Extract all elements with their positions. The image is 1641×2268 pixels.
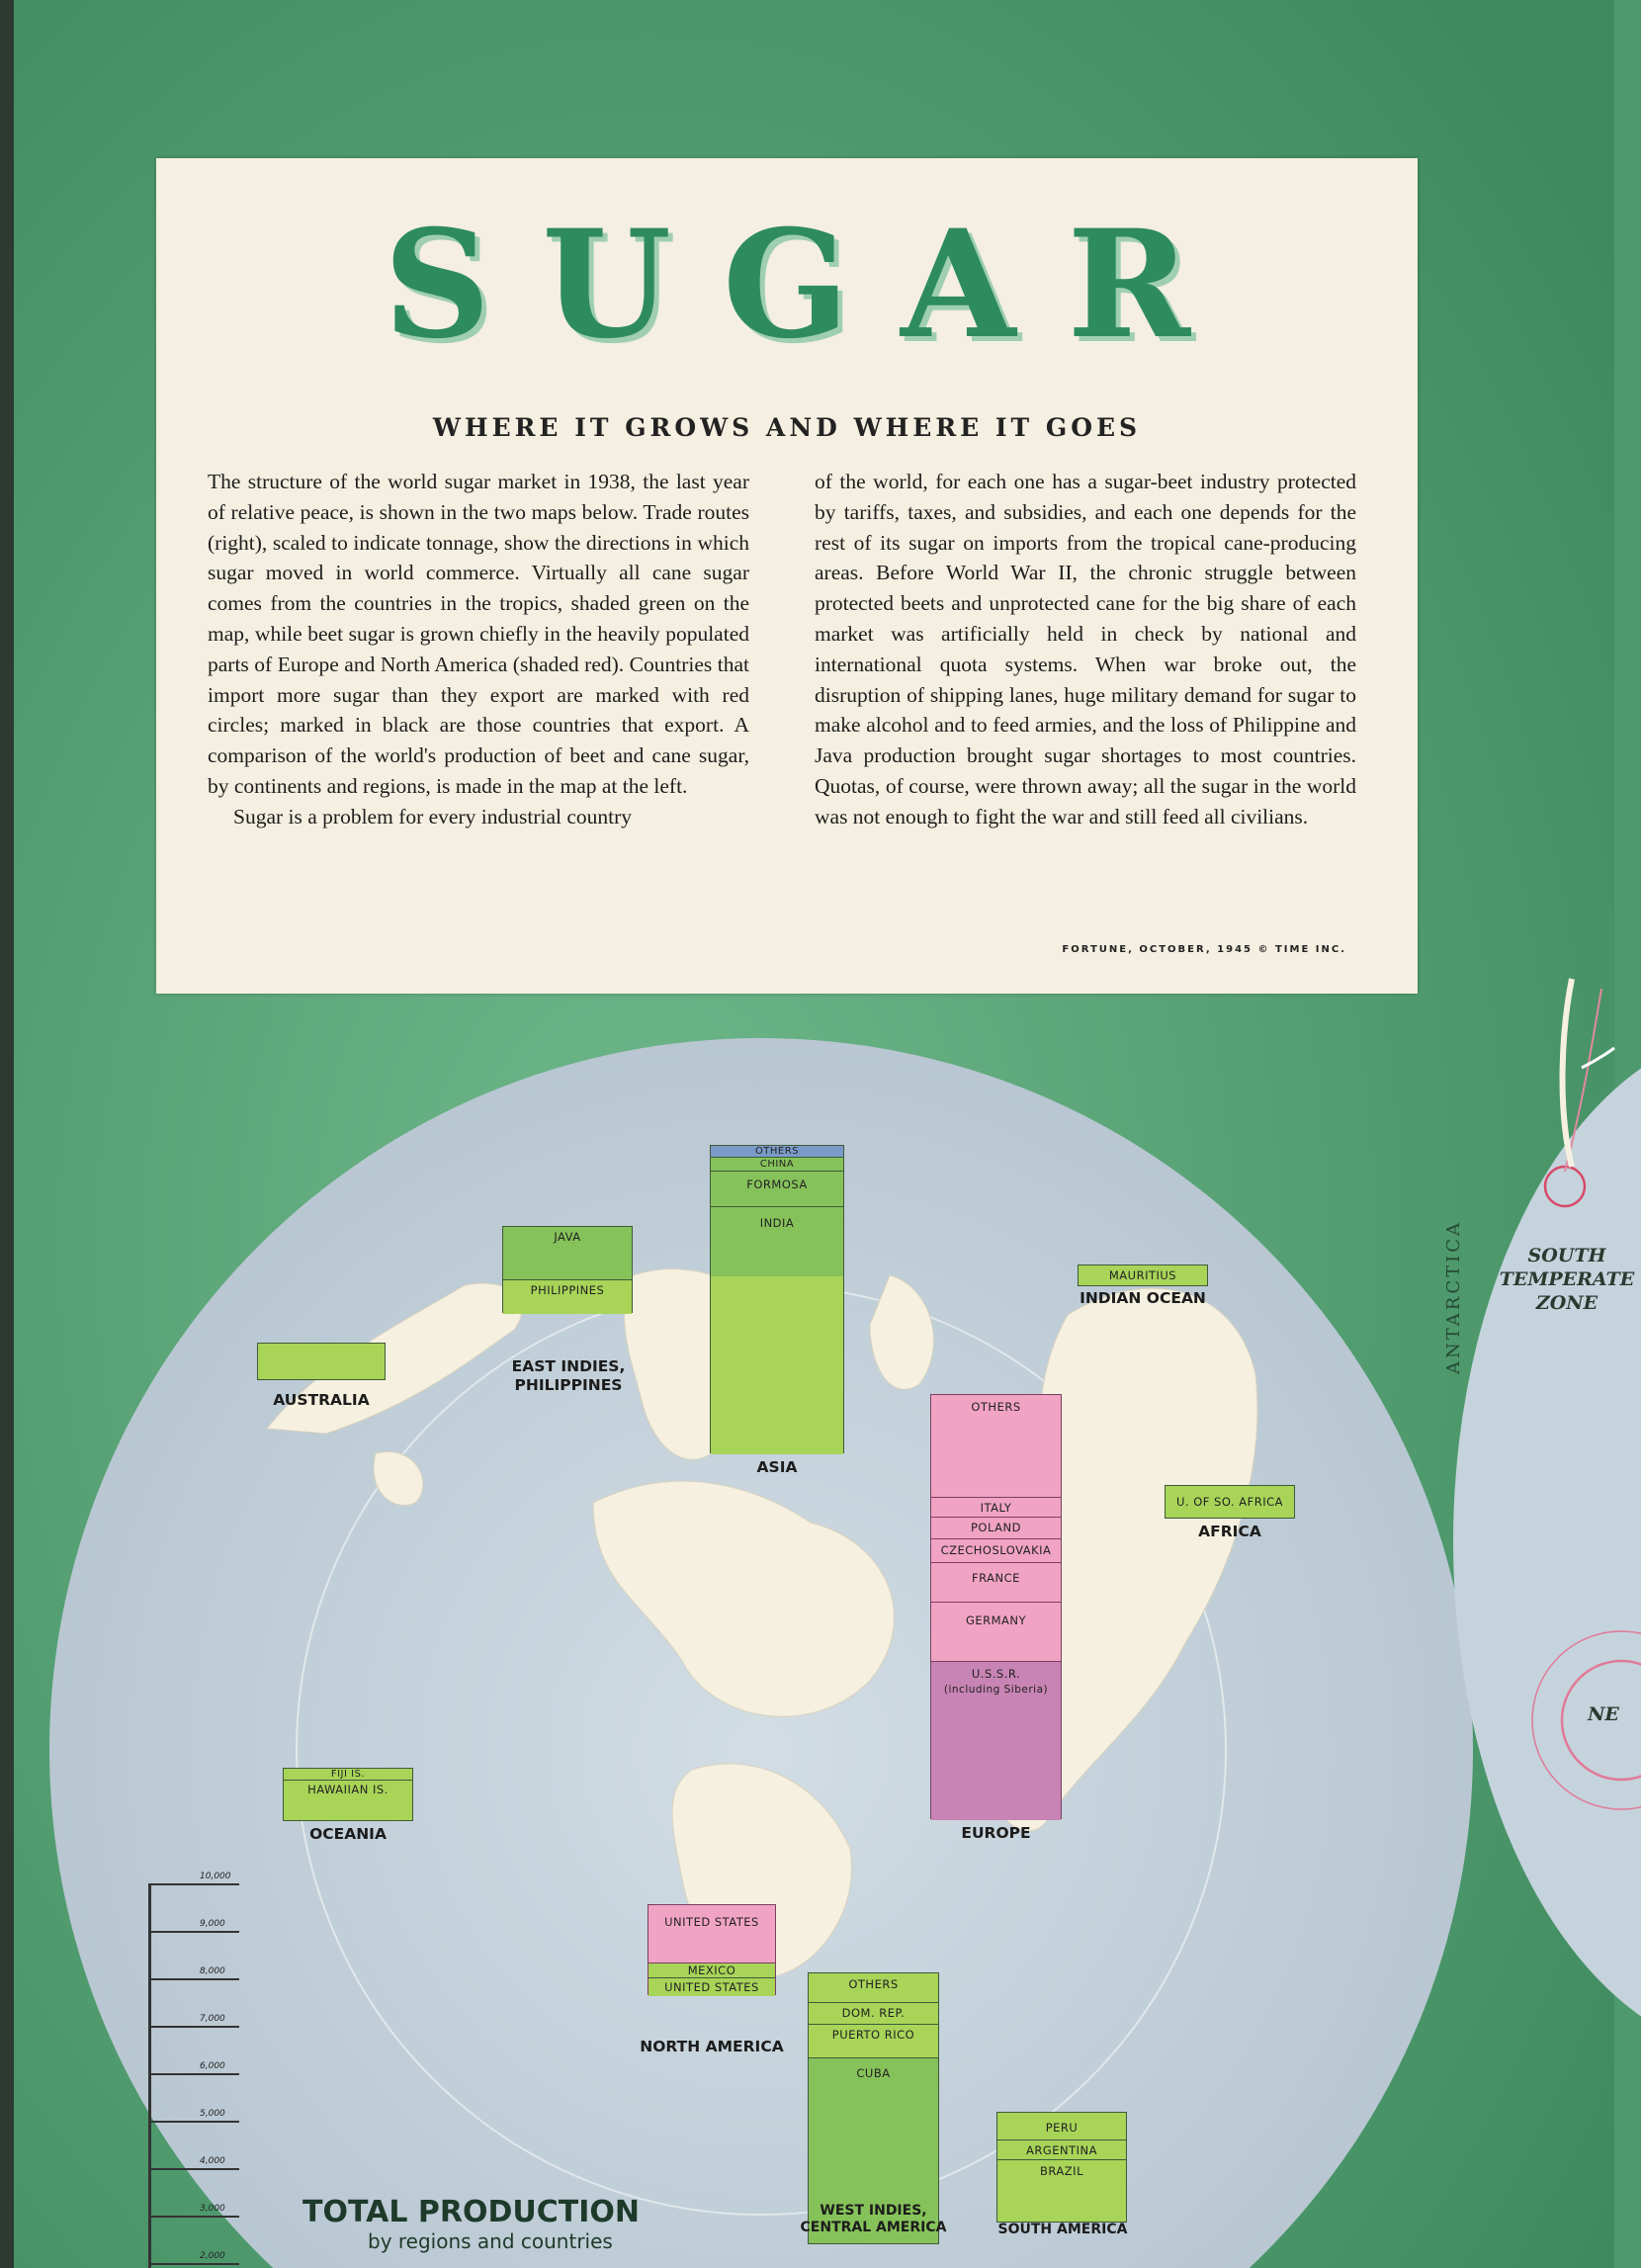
europe-czechoslovakia: CZECHOSLOVAKIA [931,1539,1061,1563]
antarctica-label: ANTARCTICA [1443,1220,1464,1374]
oceania-hawaii: HAWAIIAN IS. [307,1783,389,1796]
scale-tick-label: 5,000 [200,2109,225,2119]
asia-formosa: FORMOSA [711,1172,843,1207]
scale-tick-label: 4,000 [200,2156,225,2166]
scale-tick [148,2216,239,2218]
mauritius-segment: MAURITIUS [1108,1268,1177,1282]
total-production-subtitle: by regions and countries [368,2229,613,2253]
europe-ussr: U.S.S.R. (including Siberia) [931,1662,1061,1820]
asia-india: INDIA [711,1207,843,1454]
indian-ocean-label: INDIAN OCEAN [1080,1289,1206,1307]
credit-line: FORTUNE, OCTOBER, 1945 © TIME INC. [1062,944,1346,955]
oceania-fiji: FIJI IS. [284,1769,412,1781]
article-column-left [208,467,749,832]
south-america-peru: PERU [997,2113,1126,2140]
scale-tick-label: 9,000 [200,1919,225,1929]
oceania-label: OCEANIA [309,1825,387,1843]
west-indies-dom-rep: DOM. REP. [809,2003,938,2025]
scale-tick-label: 10,000 [200,1872,231,1881]
scale-tick-label: 8,000 [200,1966,225,1976]
scale-axis [148,1883,151,2268]
scale-tick-label: 6,000 [200,2061,225,2071]
union-south-africa-segment: U. OF SO. AFRICA [1175,1495,1283,1509]
north-america-bar [648,1904,776,1995]
paragraph: of the world, for each one has a sugar-beet industry protected by tariffs, taxes, and subsidies, and each one depends for the rest of its sugar on imports from the tropical cane-producing areas. Before World War II, the chronic struggle between protected beets and unprotected cane for the big share of each market was artificially held in check by national and international quota systems. When war broke out, the disruption of shipping lanes, huge military demand for sugar to make alcohol and to feed armies, and the loss of Philippine and Java production brought sugar shortages to most countries. Quotas, of course, were thrown away; all the sugar in the world was not enough to fight the war and still feed all civilians. [815,470,1356,829]
europe-poland: POLAND [931,1518,1061,1539]
south-america-argentina: ARGENTINA [997,2140,1126,2160]
asia-china: CHINA [711,1158,843,1172]
scale-tick [148,1978,239,1980]
scale-tick [148,2121,239,2123]
scale-tick [148,2263,239,2265]
scale-tick [148,2026,239,2028]
scale-tick-label: 7,000 [200,2014,225,2024]
west-indies-others: OTHERS [809,1973,938,2003]
south-america-bar [996,2112,1127,2223]
scale-tick [148,2073,239,2075]
west-indies-puerto-rico: PUERTO RICO [809,2025,938,2058]
indian-ocean-bar [1078,1265,1208,1286]
north-america-us-beet: UNITED STATES [648,1905,775,1963]
asia-bar [710,1145,844,1453]
east-indies-java: JAVA [503,1227,632,1280]
south-america-label: SOUTH AMERICA [997,2222,1128,2237]
article-column-right [815,467,1356,832]
west-indies-cuba: CUBA [856,2066,891,2080]
europe-bar [930,1394,1062,1819]
page-title: SUGAR [383,198,1243,372]
north-america-us-cane: UNITED STATES [648,1978,775,1996]
asia-label: ASIA [756,1458,798,1476]
europe-france: FRANCE [931,1563,1061,1603]
ne-label: NE [1588,1703,1619,1725]
oceania-bar [283,1768,413,1821]
scale-tick-label: 2,000 [200,2251,225,2261]
europe-germany: GERMANY [931,1603,1061,1662]
paragraph: Sugar is a problem for every industrial country [233,804,633,829]
south-temperate-zone-label: SOUTH TEMPERATE ZONE [1499,1245,1635,1314]
europe-label: EUROPE [961,1824,1031,1842]
africa-label: AFRICA [1198,1523,1261,1540]
scale-tick-label: 3,000 [200,2204,225,2214]
west-indies-label: WEST INDIES, CENTRAL AMERICA [800,2203,947,2235]
scale-tick [148,2168,239,2170]
east-indies-bar [502,1226,633,1313]
east-indies-philippines: PHILIPPINES [503,1280,632,1314]
north-america-label: NORTH AMERICA [640,2038,784,2055]
north-america-mexico: MEXICO [648,1963,775,1978]
australia-label: AUSTRALIA [273,1391,370,1409]
east-indies-label: EAST INDIES, PHILIPPINES [511,1357,626,1394]
paragraph: The structure of the world sugar market in 1938, the last year of relative peace, is shown in the two maps below. Trade routes (right), scaled to indicate tonnage, show the directions in which sugar moved in world commerce. Virtually all cane sugar comes from the countries in the tropics, shaded green on the map, while beet sugar is grown chiefly in the heavily populated parts of Europe and North America (shaded red). Countries that import more sugar than they export are marked with red circles; marked in black are those countries that export. A comparison of the world's production of beet and cane sugar, by continents and regions, is made in the map at the left. [208,470,749,798]
scale-tick [148,1883,239,1885]
article-panel [156,158,1418,994]
scale-tick [148,1931,239,1933]
europe-others: OTHERS [931,1395,1061,1498]
page-subtitle: WHERE IT GROWS AND WHERE IT GOES [432,413,1142,442]
page-edge [0,0,14,2268]
europe-italy: ITALY [931,1498,1061,1518]
total-production-title: TOTAL PRODUCTION [302,2195,640,2229]
australia-bar [257,1343,386,1380]
africa-bar [1165,1485,1295,1519]
south-america-brazil: BRAZIL [1040,2164,1083,2178]
production-scale [148,1872,259,2268]
asia-others: OTHERS [711,1146,843,1158]
